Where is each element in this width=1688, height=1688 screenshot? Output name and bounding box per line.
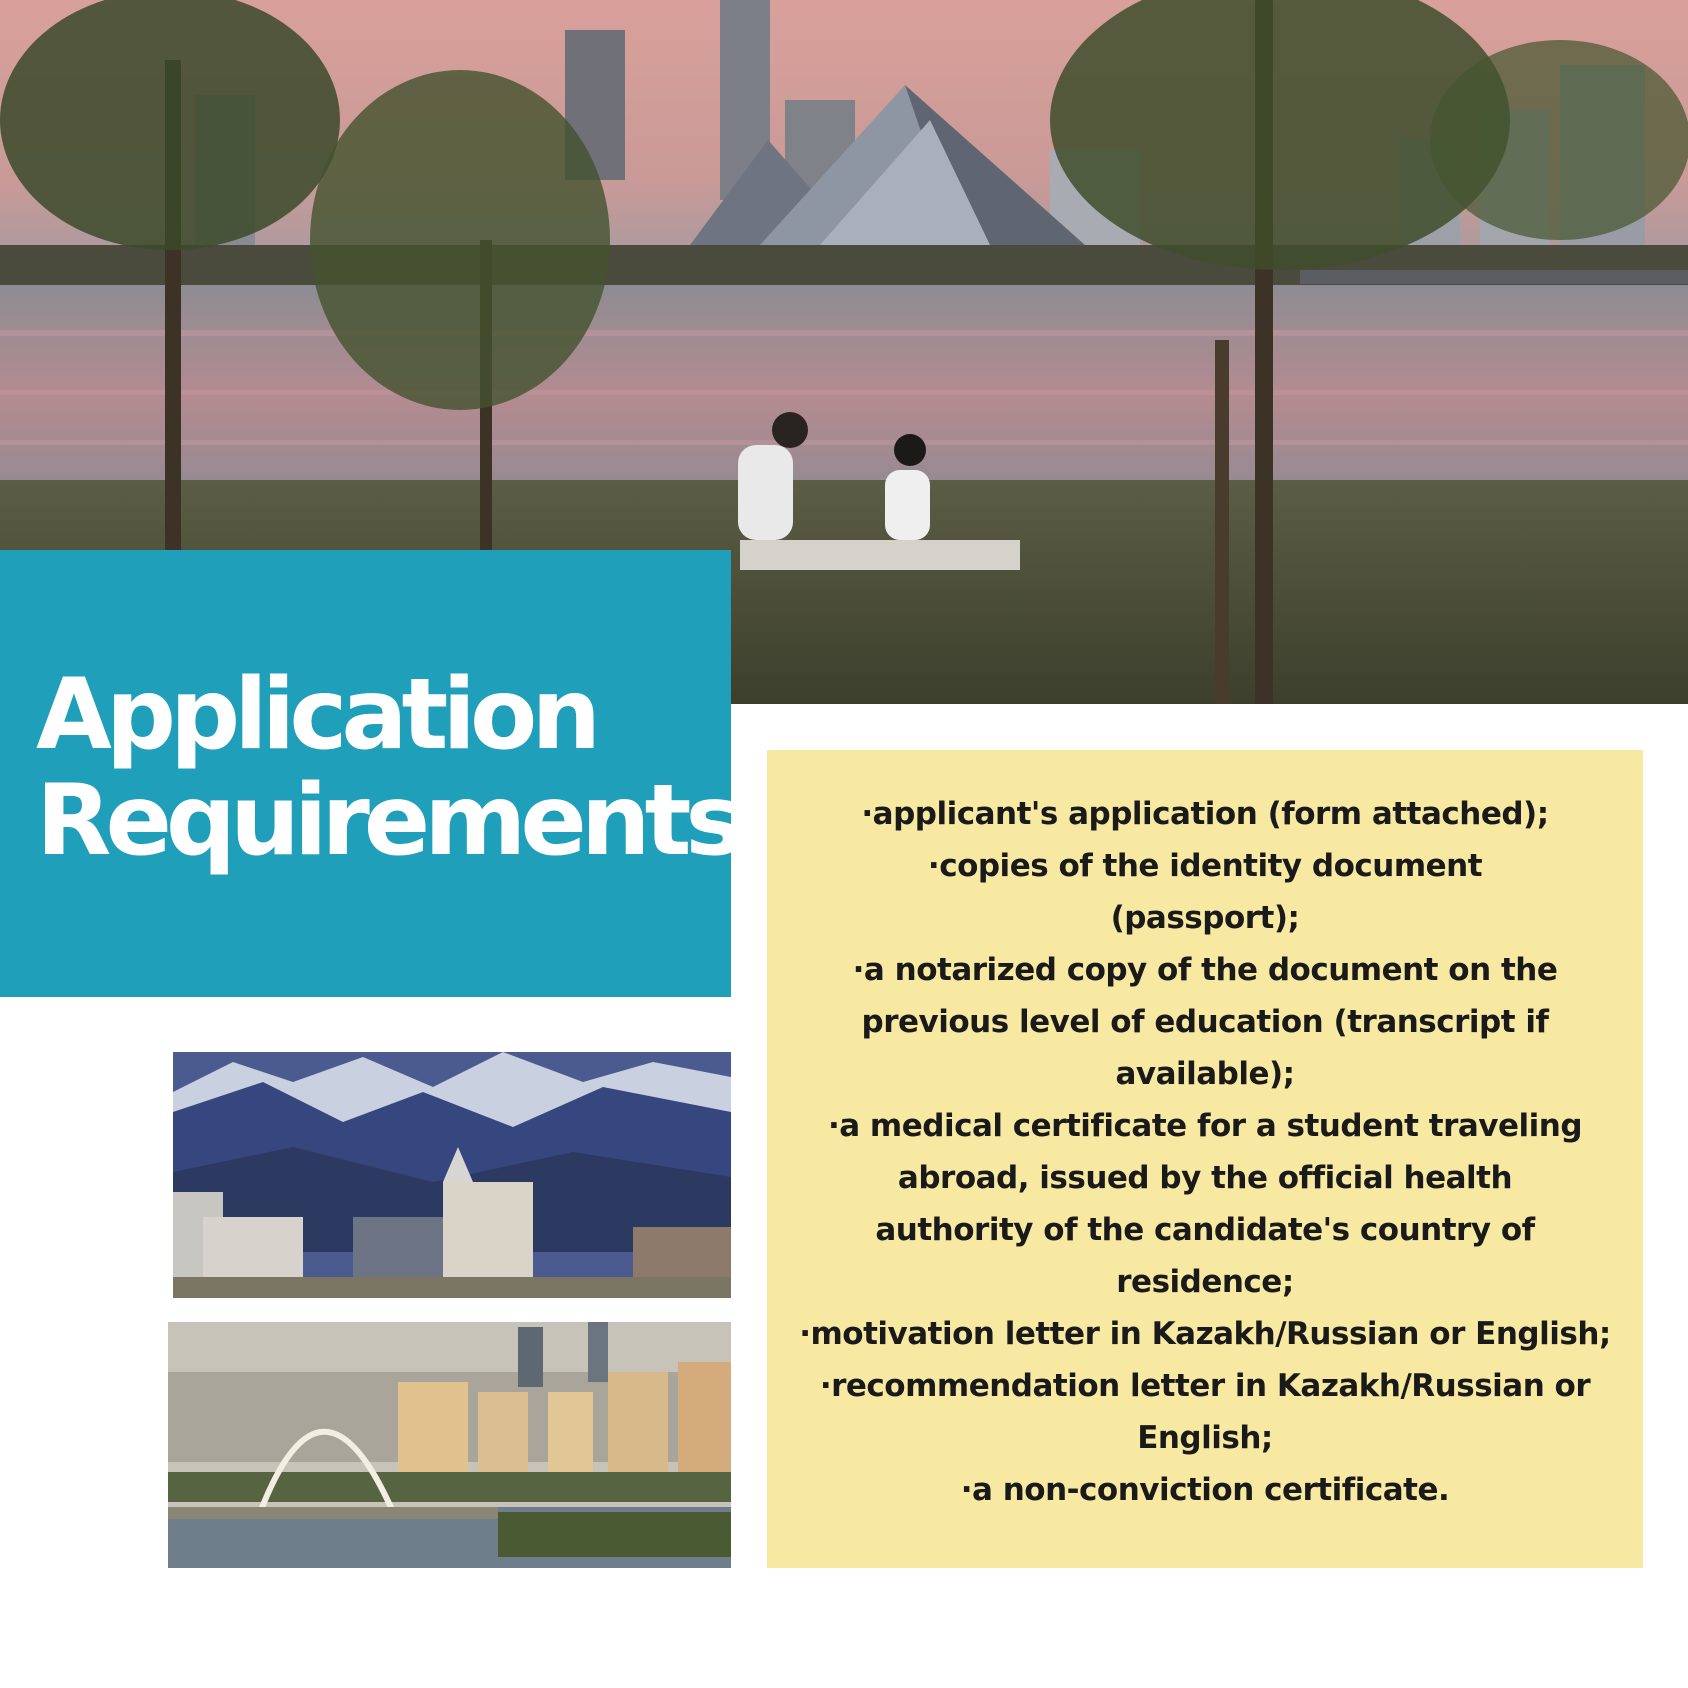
requirements-list [767, 788, 1643, 1516]
requirement-item: ·motivation letter in Kazakh/Russian or English; [799, 1316, 1611, 1352]
bridge-city-photo [168, 1322, 731, 1568]
requirement-item: ·copies of the identity document (passport); [927, 848, 1483, 936]
title-line-1: Application [36, 658, 596, 772]
requirement-item: ·a medical certificate for a student traveling abroad, issued by the official health authority of the candidate's country of residence; [827, 1108, 1583, 1300]
requirement-item: ·a notarized copy of the document on the previous level of education (transcript if available); [852, 952, 1558, 1092]
requirement-item: ·a non-conviction certificate. [960, 1472, 1450, 1508]
requirements-box [767, 750, 1643, 1568]
requirement-item: ·applicant's application (form attached); [861, 796, 1549, 832]
title-line-2: Requirements [36, 764, 738, 878]
mountain-city-photo [173, 1052, 731, 1298]
page-title [36, 658, 738, 878]
requirement-item: ·recommendation letter in Kazakh/Russian or English; [819, 1368, 1591, 1456]
